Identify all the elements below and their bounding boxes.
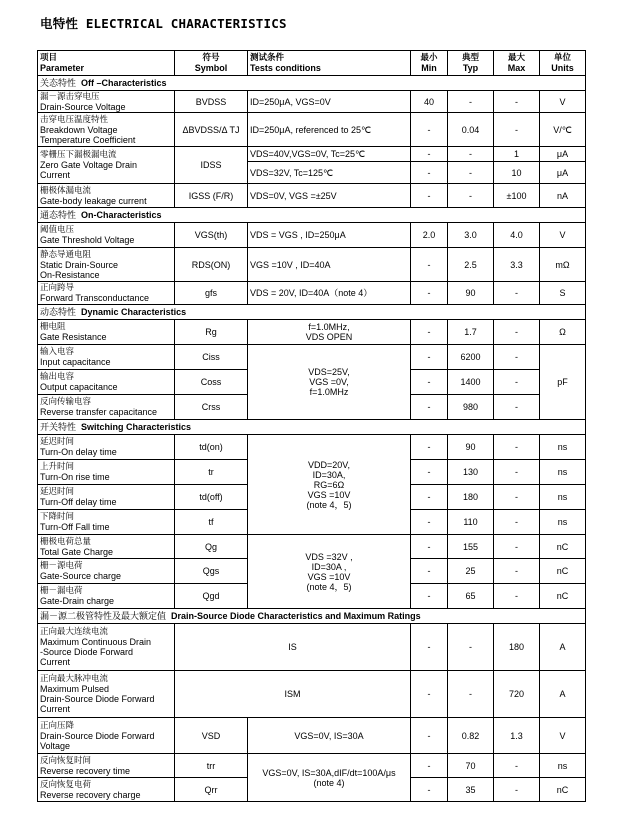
- table-cell: nA: [540, 184, 586, 208]
- table-cell: td(on): [175, 435, 248, 460]
- cell-label-cn: 典型: [461, 53, 479, 63]
- table-cell: 0.04: [448, 113, 494, 147]
- cell-label-cn: 正向压降: [40, 720, 75, 731]
- table-cell: Qrr: [175, 778, 248, 802]
- cell-text: f=1.0MHz: [309, 387, 349, 397]
- cell-text: Total Gate Charge: [40, 546, 114, 557]
- section-row-on: [38, 208, 586, 223]
- table-row: [38, 113, 586, 147]
- cell-text: VDS OPEN: [305, 332, 353, 342]
- table-row: [38, 223, 586, 248]
- header-max: [494, 51, 540, 76]
- cell-text: Turn-Off Fall time: [40, 522, 110, 532]
- cell-text: Temperature Coefficient: [40, 134, 136, 145]
- table-cell: -: [494, 91, 540, 113]
- cell-label-cn: 反向恢复时间: [40, 755, 92, 766]
- table-cell: -: [494, 370, 540, 395]
- section-row-dynamic: [38, 305, 586, 320]
- table-cell: -: [494, 113, 540, 147]
- table-cell: Ciss: [175, 345, 248, 370]
- cell-label-cn: 栅－漏电荷: [40, 586, 83, 596]
- table-cell: nC: [540, 535, 586, 559]
- cell-text: VGS=0V, IS=30A,dIF/dt=100A/μs: [262, 767, 396, 778]
- table-cell: -: [411, 535, 448, 559]
- table-cell: [38, 113, 175, 147]
- cell-text: Forward Transconductance: [40, 293, 150, 303]
- cell-label-cn: 反向恢复电荷: [40, 779, 92, 790]
- table-cell: nC: [540, 559, 586, 584]
- cell-label-cn: 符号: [202, 53, 220, 63]
- table-cell: 2.5: [448, 248, 494, 282]
- table-cell: [38, 248, 175, 282]
- table-cell: Ω: [540, 320, 586, 345]
- cell-text: Maximum Pulsed: [40, 684, 110, 694]
- table-cell: ±100: [494, 184, 540, 208]
- table-cell: -: [494, 395, 540, 420]
- table-cell: 3.3: [494, 248, 540, 282]
- electrical-characteristics-table: [37, 50, 586, 802]
- table-cell: 1.7: [448, 320, 494, 345]
- table-cell: [38, 718, 175, 754]
- cell-label-cn: 阈值电压: [40, 225, 75, 235]
- table-cell: VDS=32V, Tc=125℃: [248, 162, 411, 184]
- table-cell: [248, 535, 411, 609]
- table-cell: -: [448, 624, 494, 671]
- table-cell: VDS=40V,VGS=0V, Tc=25℃: [248, 147, 411, 162]
- table-cell: -: [494, 485, 540, 510]
- cell-text: 通态特性: [40, 210, 77, 220]
- section-title: 动态特性 Dynamic Characteristics: [38, 305, 586, 320]
- cell-label-cn: 栅极体漏电流: [40, 185, 92, 196]
- cell-label-cn: 测试条件: [250, 53, 285, 63]
- table-cell: -: [494, 754, 540, 778]
- cell-text: ID=30A,: [312, 469, 346, 480]
- cell-label-cn: 输出电容: [40, 372, 75, 382]
- table-cell: BVDSS: [175, 91, 248, 113]
- cell-text: Breakdown Voltage: [40, 124, 118, 135]
- cell-text: Reverse transfer capacitance: [40, 407, 158, 417]
- cell-label-cn: 单位: [553, 53, 571, 63]
- cell-text: Drain-Source Diode Forward: [40, 730, 155, 741]
- table-cell: A: [540, 671, 586, 718]
- table-cell: [38, 91, 175, 113]
- table-cell: S: [540, 282, 586, 305]
- table-cell: -: [448, 147, 494, 162]
- cell-text: RG=6Ω: [313, 479, 345, 490]
- table-row: [38, 624, 586, 671]
- table-cell: -: [411, 147, 448, 162]
- table-cell: [38, 435, 175, 460]
- table-cell: -: [494, 435, 540, 460]
- table-cell: Coss: [175, 370, 248, 395]
- cell-text: Units: [551, 63, 574, 73]
- table-cell: -: [448, 671, 494, 718]
- cell-text: Tests conditions: [250, 63, 321, 73]
- cell-text: Current: [40, 657, 71, 667]
- table-cell: -: [448, 184, 494, 208]
- cell-text: Min: [421, 63, 437, 73]
- table-cell: 1400: [448, 370, 494, 395]
- cell-label-cn: 零栅压下漏极漏电流: [40, 150, 117, 160]
- table-cell: trr: [175, 754, 248, 778]
- table-cell: Qg: [175, 535, 248, 559]
- table-cell: VDS = 20V, ID=40A（note 4）: [248, 282, 411, 305]
- cell-text: Input capacitance: [40, 357, 111, 367]
- table-cell: [38, 184, 175, 208]
- table-cell: -: [448, 91, 494, 113]
- table-cell: -: [411, 184, 448, 208]
- cell-label-cn: 反向传输电容: [40, 397, 92, 407]
- cell-text: Gate Threshold Voltage: [40, 235, 135, 245]
- cell-text: Zero Gate Voltage Drain: [40, 160, 138, 170]
- table-cell: ns: [540, 435, 586, 460]
- table-row: [38, 91, 586, 113]
- table-cell: Crss: [175, 395, 248, 420]
- table-cell: -: [411, 584, 448, 609]
- cell-text: Maximum Continuous Drain: [40, 637, 152, 647]
- table-cell: [248, 320, 411, 345]
- table-cell: ΔBVDSS/Δ TJ: [175, 113, 248, 147]
- section-row-diode: [38, 609, 586, 624]
- table-cell: -: [494, 559, 540, 584]
- table-cell: -: [411, 282, 448, 305]
- table-cell: V: [540, 91, 586, 113]
- table-cell: 6200: [448, 345, 494, 370]
- table-cell: 720: [494, 671, 540, 718]
- cell-text: Max: [507, 63, 526, 73]
- cell-label-cn: 漏－源击穿电压: [40, 91, 100, 102]
- table-cell: VSD: [175, 718, 248, 754]
- table-cell: -: [411, 248, 448, 282]
- table-cell: [38, 559, 175, 584]
- cell-text: VGS =10V: [307, 571, 351, 582]
- cell-label-cn: 正向跨导: [40, 283, 75, 293]
- table-cell: 3.0: [448, 223, 494, 248]
- cell-label-cn: 最大: [507, 53, 525, 63]
- table-cell: 130: [448, 460, 494, 485]
- cell-label-cn: 输入电容: [40, 347, 75, 357]
- table-cell: IGSS (F/R): [175, 184, 248, 208]
- cell-text: VDS =32V ,: [305, 551, 353, 562]
- table-cell: -: [494, 460, 540, 485]
- table-cell: VGS =10V , ID=40A: [248, 248, 411, 282]
- table-cell: -: [494, 282, 540, 305]
- cell-text: 动态特性: [40, 307, 77, 317]
- cell-text: Output capacitance: [40, 382, 118, 392]
- table-cell: -: [411, 162, 448, 184]
- table-cell: tf: [175, 510, 248, 535]
- table-cell: -: [411, 485, 448, 510]
- table-cell: [38, 778, 175, 802]
- table-cell: Rg: [175, 320, 248, 345]
- table-cell: μA: [540, 162, 586, 184]
- table-cell: VDS = VGS , ID=250μA: [248, 223, 411, 248]
- cell-text: Turn-On delay time: [40, 447, 117, 457]
- table-cell: 10: [494, 162, 540, 184]
- table-cell: tr: [175, 460, 248, 485]
- table-cell: 70: [448, 754, 494, 778]
- table-cell: -: [494, 510, 540, 535]
- table-cell: -: [411, 345, 448, 370]
- table-row: [38, 435, 586, 460]
- table-row: [38, 671, 586, 718]
- section-title: 通态特性 On-Characteristics: [38, 208, 586, 223]
- cell-text: On-Resistance: [40, 269, 100, 280]
- table-cell: 90: [448, 435, 494, 460]
- cell-text: 关态特性: [40, 78, 77, 88]
- table-cell: [38, 147, 175, 184]
- table-cell: pF: [540, 345, 586, 420]
- cell-text: Typ: [462, 63, 479, 73]
- table-cell: 4.0: [494, 223, 540, 248]
- table-cell: -: [411, 754, 448, 778]
- table-cell: 1: [494, 147, 540, 162]
- table-cell: -: [411, 435, 448, 460]
- table-cell: 35: [448, 778, 494, 802]
- table-row: [38, 147, 586, 162]
- table-cell: [38, 223, 175, 248]
- table-cell: -: [494, 320, 540, 345]
- table-cell: -: [411, 718, 448, 754]
- table-cell: mΩ: [540, 248, 586, 282]
- table-cell: ID=250μA, VGS=0V: [248, 91, 411, 113]
- cell-label-cn: 栅极电荷总量: [40, 536, 92, 547]
- cell-text: (note 4，5): [306, 499, 352, 510]
- cell-text: Drain-Source Diode Forward: [40, 694, 155, 704]
- table-header-row: [38, 51, 586, 76]
- table-cell: V: [540, 223, 586, 248]
- table-cell: -: [411, 460, 448, 485]
- section-row-switching: [38, 420, 586, 435]
- table-cell: VGS(th): [175, 223, 248, 248]
- cell-text: Drain-Source Voltage: [40, 101, 126, 112]
- table-row: [38, 718, 586, 754]
- table-cell: ID=250μA, referenced to 25℃: [248, 113, 411, 147]
- cell-text: Gate-Drain charge: [40, 596, 115, 606]
- table-row: [38, 535, 586, 559]
- header-typ: [448, 51, 494, 76]
- cell-text: Symbol: [194, 63, 228, 73]
- cell-text: -Source Diode Forward: [40, 647, 134, 657]
- table-cell: [38, 584, 175, 609]
- table-cell: 65: [448, 584, 494, 609]
- cell-label-cn: 下降时间: [40, 512, 75, 522]
- cell-label-cn: 栅－源电荷: [40, 561, 83, 571]
- table-cell: ns: [540, 754, 586, 778]
- cell-label-cn: 正向最大脉冲电流: [40, 674, 109, 684]
- header-units: [540, 51, 586, 76]
- cell-label-cn: 击穿电压温度特性: [40, 114, 109, 125]
- table-cell: A: [540, 624, 586, 671]
- cell-text: VDS=25V,: [308, 367, 350, 377]
- cell-label-cn: 延迟时间: [40, 437, 75, 447]
- table-cell: [38, 535, 175, 559]
- section-title: 开关特性 Switching Characteristics: [38, 420, 586, 435]
- cell-label-cn: 项目: [40, 53, 58, 63]
- table-cell: IS: [175, 624, 411, 671]
- cell-text: Reverse recovery charge: [40, 789, 141, 800]
- table-cell: [38, 320, 175, 345]
- header-conditions: [248, 51, 411, 76]
- cell-label-cn: 正向最大连续电流: [40, 627, 109, 637]
- table-cell: -: [494, 535, 540, 559]
- table-cell: [38, 624, 175, 671]
- table-cell: [38, 345, 175, 370]
- page-title: 电特性 ELECTRICAL CHARACTERISTICS: [40, 16, 287, 31]
- table-row: [38, 345, 586, 370]
- cell-text: VGS =10V: [307, 489, 351, 500]
- table-cell: Qgs: [175, 559, 248, 584]
- table-cell: [38, 510, 175, 535]
- table-cell: ns: [540, 460, 586, 485]
- section-row-off: [38, 76, 586, 91]
- table-cell: [38, 671, 175, 718]
- table-row: [38, 754, 586, 778]
- cell-text: Gate Resistance: [40, 332, 107, 342]
- table-cell: 25: [448, 559, 494, 584]
- table-cell: 180: [494, 624, 540, 671]
- header-min: [411, 51, 448, 76]
- table-cell: [248, 754, 411, 802]
- table-cell: V: [540, 718, 586, 754]
- table-cell: ns: [540, 485, 586, 510]
- table-cell: 110: [448, 510, 494, 535]
- table-cell: [248, 345, 411, 420]
- cell-label-cn: 上升时间: [40, 462, 75, 472]
- table-cell: 2.0: [411, 223, 448, 248]
- table-cell: -: [411, 559, 448, 584]
- table-cell: -: [411, 113, 448, 147]
- table-cell: -: [411, 370, 448, 395]
- table-cell: 1.3: [494, 718, 540, 754]
- table-cell: [38, 282, 175, 305]
- table-cell: 155: [448, 535, 494, 559]
- table-cell: -: [411, 624, 448, 671]
- table-cell: 980: [448, 395, 494, 420]
- header-parameter: [38, 51, 175, 76]
- table-cell: -: [411, 778, 448, 802]
- table-cell: [38, 754, 175, 778]
- cell-text: Current: [40, 704, 71, 714]
- table-cell: -: [411, 671, 448, 718]
- cell-text: Turn-Off delay time: [40, 497, 117, 507]
- cell-text: 开关特性: [40, 422, 77, 432]
- cell-label-cn: 延迟时间: [40, 487, 75, 497]
- cell-label-cn: 栅电阻: [40, 322, 66, 332]
- table-cell: -: [494, 778, 540, 802]
- table-row: [38, 184, 586, 208]
- table-cell: IDSS: [175, 147, 248, 184]
- header-symbol: [175, 51, 248, 76]
- table-cell: Qgd: [175, 584, 248, 609]
- table-cell: VGS=0V, IS=30A: [248, 718, 411, 754]
- cell-text: Current: [40, 170, 71, 180]
- table-row: [38, 282, 586, 305]
- cell-text: VGS =0V,: [309, 377, 349, 387]
- table-row: [38, 248, 586, 282]
- table-cell: nC: [540, 584, 586, 609]
- cell-text: f=1.0MHz,: [308, 322, 350, 332]
- cell-text: Voltage: [40, 740, 71, 751]
- table-cell: -: [411, 320, 448, 345]
- table-cell: td(off): [175, 485, 248, 510]
- table-cell: ISM: [175, 671, 411, 718]
- table-cell: -: [411, 395, 448, 420]
- table-cell: [38, 370, 175, 395]
- table-cell: -: [494, 345, 540, 370]
- table-cell: 40: [411, 91, 448, 113]
- cell-text: Gate-body leakage current: [40, 195, 147, 206]
- cell-label-cn: 静态导通电阻: [40, 249, 92, 260]
- cell-text: (note 4，5): [306, 581, 352, 592]
- table-cell: V/℃: [540, 113, 586, 147]
- table-cell: [248, 435, 411, 535]
- cell-text: ID=30A ,: [311, 561, 347, 572]
- table-cell: -: [448, 162, 494, 184]
- cell-text: Static Drain-Source: [40, 259, 119, 270]
- table-cell: nC: [540, 778, 586, 802]
- cell-text: Gate-Source charge: [40, 571, 122, 581]
- cell-text: Turn-On rise time: [40, 472, 110, 482]
- table-cell: RDS(ON): [175, 248, 248, 282]
- table-cell: VDS=0V, VGS =±25V: [248, 184, 411, 208]
- table-cell: 90: [448, 282, 494, 305]
- table-cell: [38, 395, 175, 420]
- table-cell: 0.82: [448, 718, 494, 754]
- table-cell: ns: [540, 510, 586, 535]
- table-row: [38, 320, 586, 345]
- cell-text: (note 4): [313, 777, 345, 788]
- cell-text: Reverse recovery time: [40, 765, 131, 776]
- table-cell: μA: [540, 147, 586, 162]
- table-cell: [38, 460, 175, 485]
- table-cell: [38, 485, 175, 510]
- table-cell: 180: [448, 485, 494, 510]
- cell-text: Parameter: [40, 63, 85, 73]
- cell-label-cn: 最小: [420, 53, 438, 63]
- cell-text: 漏－源二极管特性及最大额定值: [40, 611, 167, 621]
- cell-text: VDD=20V,: [308, 459, 350, 470]
- table-cell: -: [494, 584, 540, 609]
- table-cell: -: [411, 510, 448, 535]
- section-title: 关态特性 Off –Characteristics: [38, 76, 586, 91]
- section-title: 漏－源二极管特性及最大额定值 Drain-Source Diode Characteristics and Maximum Ratings: [38, 609, 586, 624]
- table-cell: gfs: [175, 282, 248, 305]
